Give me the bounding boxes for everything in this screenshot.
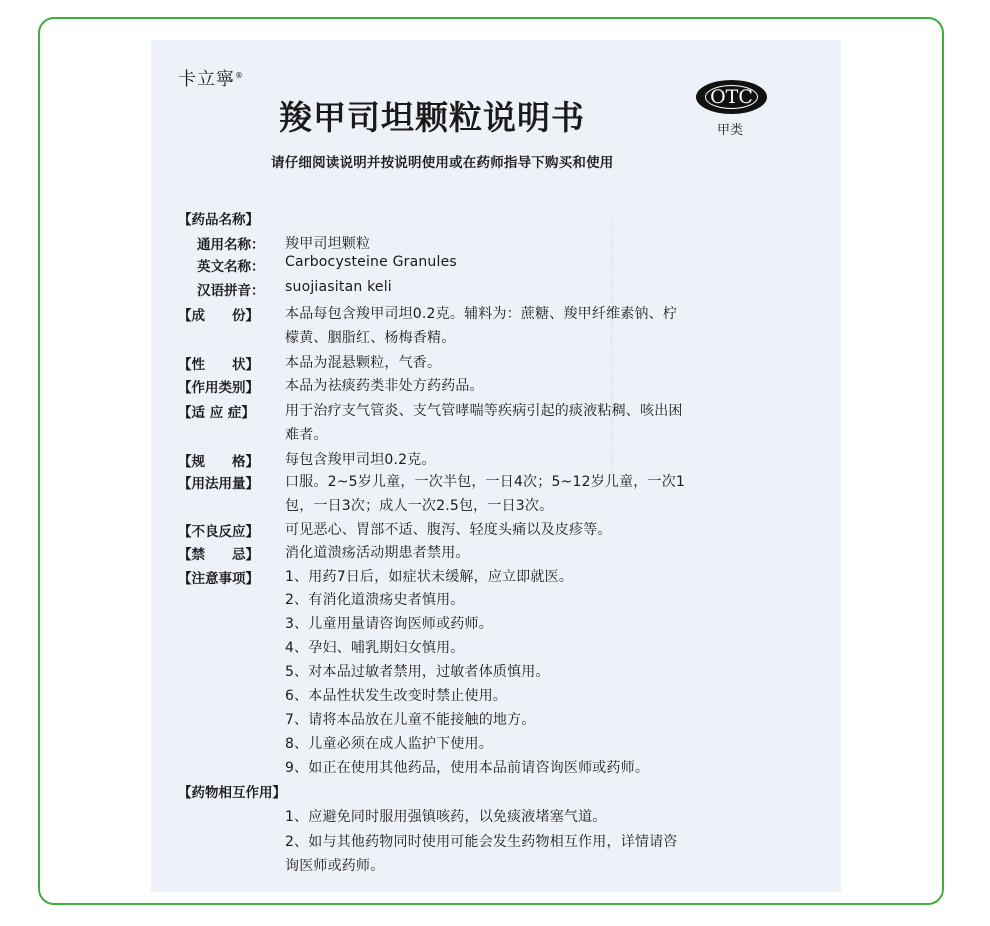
interaction-label: 【药物相互作用】: [178, 785, 286, 801]
page-title: 羧甲司坦颗粒说明书: [279, 98, 585, 137]
adverse-value: 可见恶心、胃部不适、腹泻、轻度头痛以及皮疹等。: [285, 522, 612, 538]
character-value: 本品为混悬颗粒，气香。: [285, 355, 442, 371]
generic-name-value: 羧甲司坦颗粒: [285, 236, 371, 252]
otc-class: 甲类: [717, 123, 744, 138]
interaction-item: 2、如与其他药物同时使用可能会发生药物相互作用，详情请咨: [285, 834, 678, 850]
precaution-item: 9、如正在使用其他药品，使用本品前请咨询医师或药师。: [285, 760, 650, 776]
otc-badge: OTC: [696, 80, 767, 114]
pinyin-value: suojiasitan keli: [285, 279, 392, 295]
precaution-item: 8、儿童必须在成人监护下使用。: [285, 736, 493, 752]
precaution-item: 3、儿童用量请咨询医师或药师。: [285, 616, 493, 632]
spec-value: 每包含羧甲司坦0.2克。: [285, 452, 436, 468]
interaction-item: 询医师或药师。: [285, 858, 385, 874]
indication-value-line2: 难者。: [285, 427, 328, 443]
category-value: 本品为祛痰药类非处方药药品。: [285, 378, 484, 394]
composition-label: 【成 份】: [178, 308, 259, 324]
precaution-item: 7、请将本品放在儿童不能接触的地方。: [285, 712, 536, 728]
pinyin-label: 汉语拼音：: [197, 283, 265, 299]
category-label: 【作用类别】: [178, 380, 259, 396]
precautions-label: 【注意事项】: [178, 571, 259, 587]
precaution-item: 6、本品性状发生改变时禁止使用。: [285, 688, 508, 704]
composition-value-line1: 本品每包含羧甲司坦0.2克。辅料为：蔗糖、羧甲纤维素钠、柠: [285, 306, 678, 322]
spec-label: 【规 格】: [178, 454, 259, 470]
dosage-label: 【用法用量】: [178, 476, 259, 492]
precaution-item: 4、孕妇、哺乳期妇女慎用。: [285, 640, 465, 656]
precaution-item: 1、用药7日后，如症状未缓解，应立即就医。: [285, 569, 574, 585]
subtitle: 请仔细阅读说明并按说明使用或在药师指导下购买和使用: [271, 155, 614, 171]
dosage-value-line2: 包，一日3次；成人一次2.5包，一日3次。: [285, 498, 554, 514]
drug-name-header: 【药品名称】: [178, 212, 259, 228]
adverse-label: 【不良反应】: [178, 524, 259, 540]
english-name-value: Carbocysteine Granules: [285, 254, 457, 270]
contraindication-label: 【禁 忌】: [178, 547, 259, 563]
contraindication-value: 消化道溃疡活动期患者禁用。: [285, 545, 470, 561]
interaction-item: 1、应避免同时服用强镇咳药，以免痰液堵塞气道。: [285, 809, 607, 825]
brand-logo: 卡立寧®: [178, 69, 244, 90]
generic-name-label: 通用名称：: [197, 237, 265, 253]
english-name-label: 英文名称：: [197, 259, 265, 275]
character-label: 【性 状】: [178, 357, 259, 373]
precaution-item: 2、有消化道溃疡史者慎用。: [285, 592, 465, 608]
composition-value-line2: 檬黄、胭脂红、杨梅香精。: [285, 330, 456, 346]
show-through-decoration: [611, 220, 812, 480]
indication-value-line1: 用于治疗支气管炎、支气管哮喘等疾病引起的痰液粘稠、咳出困: [285, 403, 683, 419]
indication-label: 【适 应 症】: [178, 405, 255, 421]
dosage-value-line1: 口服。2~5岁儿童，一次半包，一日4次；5~12岁儿童，一次1: [285, 474, 686, 490]
leaflet-sheet: [151, 40, 841, 892]
precaution-item: 5、对本品过敏者禁用，过敏者体质慎用。: [285, 664, 550, 680]
